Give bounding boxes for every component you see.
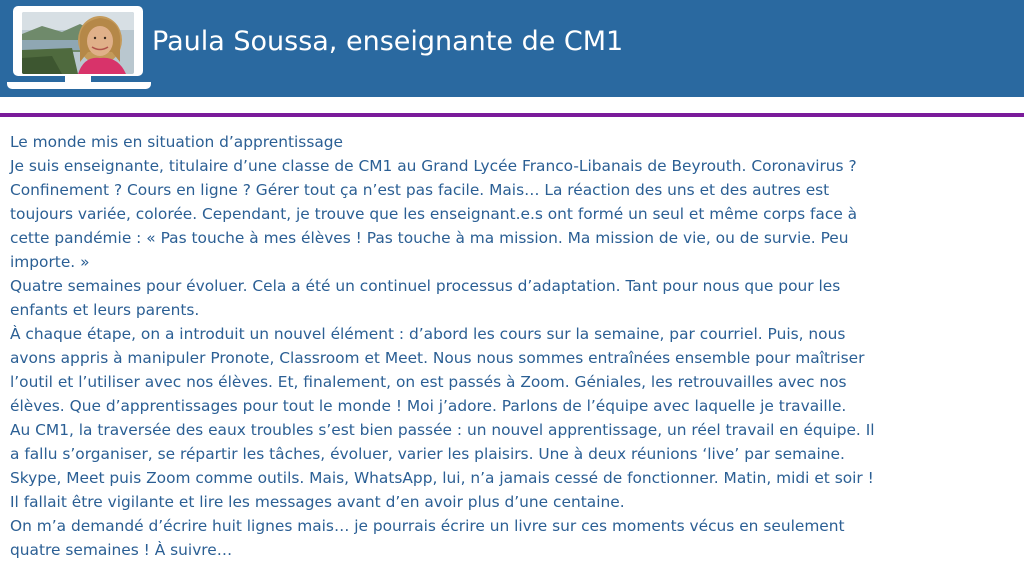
paragraph-line: enfants et leurs parents. xyxy=(10,301,200,319)
paragraph-line: cette pandémie : « Pas touche à mes élèves ! Pas touche à ma mission. Ma mission de vie, ou de survie. Peu xyxy=(10,229,849,247)
paragraph-line: Skype, Meet puis Zoom comme outils. Mais, WhatsApp, lui, n’a jamais cessé de fonctionner. Matin, midi et soir ! xyxy=(10,469,874,487)
accent-rule xyxy=(0,113,1024,117)
paragraph-line: quatre semaines ! À suivre… xyxy=(10,541,233,559)
paragraph-line: Je suis enseignante, titulaire d’une classe de CM1 au Grand Lycée Franco-Libanais de Beyrouth. Coronavirus ? xyxy=(10,157,857,175)
paragraph-line: importe. » xyxy=(10,253,90,271)
paragraph-line: À chaque étape, on a introduit un nouvel élément : d’abord les cours sur la semaine, par courriel. Puis, nous xyxy=(10,325,846,343)
paragraph-line: Au CM1, la traversée des eaux troubles s’est bien passée : un nouvel apprentissage, un réel travail en équipe. Il xyxy=(10,421,875,439)
page-title: Paula Soussa, enseignante de CM1 xyxy=(152,26,624,57)
laptop-base xyxy=(7,82,151,89)
paragraph-line: avons appris à manipuler Pronote, Classroom et Meet. Nous nous sommes entraînées ensemble pour maîtriser xyxy=(10,349,865,367)
profile-photo-illustration xyxy=(22,12,134,74)
paragraph-line: toujours variée, colorée. Cependant, je trouve que les enseignant.e.s ont formé un seul et même corps face à xyxy=(10,205,858,223)
paragraph-line: Confinement ? Cours en ligne ? Gérer tout ça n’est pas facile. Mais… La réaction des uns et des autres est xyxy=(10,181,830,199)
article-body xyxy=(10,130,1012,562)
article-heading: Le monde mis en situation d’apprentissage xyxy=(10,133,344,151)
paragraph-line: On m’a demandé d’écrire huit lignes mais… je pourrais écrire un livre sur ces moments vécus en seulement xyxy=(10,517,845,535)
paragraph-line: Quatre semaines pour évoluer. Cela a été un continuel processus d’adaptation. Tant pour nous que pour les xyxy=(10,277,841,295)
paragraph-line: a fallu s’organiser, se répartir les tâches, évoluer, varier les plaisirs. Une à deux réunions ‘live’ par semaine. xyxy=(10,445,845,463)
header-divider xyxy=(0,97,1024,113)
paragraph-line: Il fallait être vigilante et lire les messages avant d’en avoir plus d’une centaine. xyxy=(10,493,625,511)
profile-photo xyxy=(22,12,134,74)
laptop-frame-icon xyxy=(13,6,143,76)
header-banner xyxy=(0,0,1024,97)
paragraph-line: l’outil et l’utiliser avec nos élèves. Et, finalement, on est passés à Zoom. Géniales, les retrouvailles avec nos xyxy=(10,373,847,391)
paragraph-line: élèves. Que d’apprentissages pour tout le monde ! Moi j’adore. Parlons de l’équipe avec laquelle je travaille. xyxy=(10,397,847,415)
